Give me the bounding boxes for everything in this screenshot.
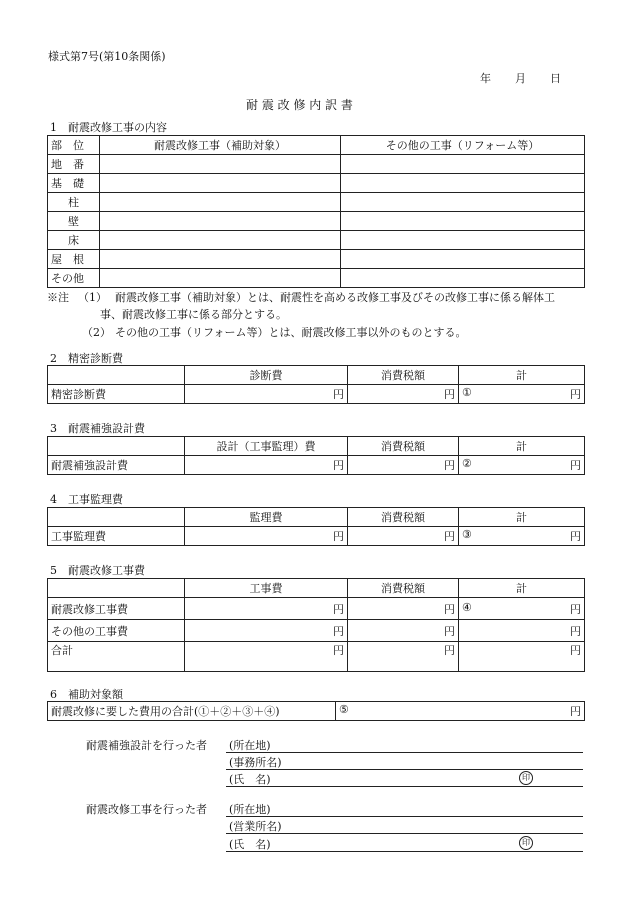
total-cell[interactable]	[459, 620, 585, 642]
diagnosis-fee-table	[47, 365, 585, 404]
yen-unit: 円	[333, 388, 344, 401]
header-tax: 消費税額	[348, 508, 459, 527]
table-header-row	[48, 579, 585, 598]
fee-cell[interactable]	[185, 385, 348, 404]
contractor-office-line[interactable]	[226, 833, 583, 834]
table-row	[48, 193, 585, 212]
table-header-row	[48, 508, 585, 527]
table-row	[48, 250, 585, 269]
table-row	[48, 155, 585, 174]
table-row	[48, 642, 585, 672]
yen-unit: 円	[333, 644, 344, 657]
designer-label: 耐震補強設計を行った者	[86, 739, 207, 752]
section2-heading: 2 精密診断費	[50, 352, 123, 365]
yen-unit: 円	[444, 644, 455, 657]
table-row	[48, 702, 585, 721]
yen-unit: 円	[444, 459, 455, 472]
table-header-row	[48, 136, 585, 155]
note1-line1: 耐震改修工事（補助対象）とは、耐震性を高める改修工事及びその改修工事に係る解体工	[115, 291, 555, 304]
table-row	[48, 269, 585, 288]
seismic-cell[interactable]	[100, 174, 341, 193]
fee-cell[interactable]	[185, 642, 348, 672]
header-blank	[48, 437, 185, 456]
seismic-cell[interactable]	[100, 231, 341, 250]
row-label: 壁	[48, 212, 100, 231]
contractor-office-label: (営業所名)	[229, 820, 282, 833]
total-cell[interactable]	[459, 385, 585, 404]
other-cell[interactable]	[341, 212, 585, 231]
header-seismic-work: 耐震改修工事（補助対象）	[100, 136, 341, 155]
total-cell[interactable]	[459, 456, 585, 475]
header-tax: 消費税額	[348, 579, 459, 598]
subsidy-amount-table	[47, 701, 585, 721]
designer-office-label: (事務所名)	[229, 756, 282, 769]
tax-cell[interactable]	[348, 456, 459, 475]
yen-unit: 円	[570, 644, 581, 657]
supervision-fee-table	[47, 507, 585, 546]
yen-unit: 円	[333, 602, 344, 616]
header-blank	[48, 366, 185, 385]
yen-unit: 円	[570, 459, 581, 472]
date-year: 年	[480, 72, 491, 85]
seal-mark: 印	[519, 836, 533, 850]
note1-number: （1）	[78, 291, 107, 304]
page-title: 耐 震 改 修 内 訳 書	[246, 98, 353, 112]
row-label: その他の工事費	[48, 620, 185, 642]
circled-number: ①	[462, 386, 472, 399]
row-label: 基 礎	[48, 174, 100, 193]
row-label: 耐震補強設計費	[48, 456, 185, 475]
header-fee: 工事費	[185, 579, 348, 598]
yen-unit: 円	[444, 530, 455, 543]
header-total: 計	[459, 366, 585, 385]
table-row	[48, 620, 585, 642]
construction-fee-table	[47, 578, 585, 672]
header-tax: 消費税額	[348, 437, 459, 456]
other-cell[interactable]	[341, 155, 585, 174]
yen-unit: 円	[570, 624, 581, 638]
fee-cell[interactable]	[185, 456, 348, 475]
total-cell[interactable]	[459, 642, 585, 672]
seismic-cell[interactable]	[100, 269, 341, 288]
row-label: 耐震改修工事費	[48, 598, 185, 620]
subsidy-label: 耐震改修に要した費用の合計(①＋②＋③＋④)	[48, 702, 336, 721]
designer-address-line[interactable]	[226, 752, 583, 753]
other-cell[interactable]	[341, 269, 585, 288]
seismic-cell[interactable]	[100, 250, 341, 269]
form-number: 様式第7号(第10条関係)	[48, 50, 166, 63]
yen-unit: 円	[444, 602, 455, 616]
tax-cell[interactable]	[348, 598, 459, 620]
row-label: 合計	[48, 642, 185, 672]
header-total: 計	[459, 437, 585, 456]
contractor-name-label: (氏 名)	[229, 838, 271, 851]
note-prefix: ※注	[47, 291, 69, 304]
yen-unit: 円	[333, 624, 344, 638]
yen-unit: 円	[570, 705, 581, 718]
tax-cell[interactable]	[348, 385, 459, 404]
table-row	[48, 598, 585, 620]
designer-office-line[interactable]	[226, 769, 583, 770]
header-part: 部 位	[48, 136, 100, 155]
table-header-row	[48, 437, 585, 456]
section1-heading: 1 耐震改修工事の内容	[50, 121, 167, 134]
tax-cell[interactable]	[348, 620, 459, 642]
yen-unit: 円	[333, 459, 344, 472]
seismic-cell[interactable]	[100, 193, 341, 212]
table-row	[48, 231, 585, 250]
header-total: 計	[459, 579, 585, 598]
seal-mark: 印	[519, 771, 533, 785]
table-row	[48, 385, 585, 404]
work-content-table	[47, 135, 585, 288]
designer-address-label: (所在地)	[229, 739, 271, 752]
other-cell[interactable]	[341, 174, 585, 193]
circled-number: ③	[462, 528, 472, 541]
designer-name-label: (氏 名)	[229, 773, 271, 786]
section5-heading: 5 耐震改修工事費	[50, 564, 145, 577]
contractor-address-line[interactable]	[226, 816, 583, 817]
row-label: その他	[48, 269, 100, 288]
note1-line2: 事、耐震改修工事に係る部分とする。	[100, 308, 287, 321]
header-fee: 監理費	[185, 508, 348, 527]
row-label: 地 番	[48, 155, 100, 174]
header-total: 計	[459, 508, 585, 527]
header-other-work: その他の工事（リフォーム等）	[341, 136, 585, 155]
row-label: 工事監理費	[48, 527, 185, 546]
table-row	[48, 527, 585, 546]
table-row	[48, 212, 585, 231]
contractor-label: 耐震改修工事を行った者	[86, 803, 207, 816]
yen-unit: 円	[570, 388, 581, 401]
section3-heading: 3 耐震補強設計費	[50, 422, 145, 435]
header-blank	[48, 508, 185, 527]
note2-number: （2）	[82, 326, 111, 339]
header-fee: 診断費	[185, 366, 348, 385]
total-cell[interactable]	[459, 598, 585, 620]
row-label: 柱	[48, 193, 100, 212]
total-cell[interactable]	[459, 527, 585, 546]
seismic-cell[interactable]	[100, 212, 341, 231]
other-cell[interactable]	[341, 250, 585, 269]
table-row	[48, 456, 585, 475]
fee-cell[interactable]	[185, 527, 348, 546]
header-blank	[48, 579, 185, 598]
other-cell[interactable]	[341, 231, 585, 250]
seismic-cell[interactable]	[100, 155, 341, 174]
fee-cell[interactable]	[185, 620, 348, 642]
contractor-address-label: (所在地)	[229, 803, 271, 816]
section6-heading: 6 補助対象額	[50, 688, 123, 701]
yen-unit: 円	[570, 602, 581, 616]
header-fee: 設計（工事監理）費	[185, 437, 348, 456]
tax-cell[interactable]	[348, 642, 459, 672]
tax-cell[interactable]	[348, 527, 459, 546]
date-day: 日	[550, 72, 561, 85]
designer-name-line[interactable]	[226, 786, 583, 787]
fee-cell[interactable]	[185, 598, 348, 620]
section4-heading: 4 工事監理費	[50, 493, 123, 506]
header-tax: 消費税額	[348, 366, 459, 385]
other-cell[interactable]	[341, 193, 585, 212]
table-row	[48, 174, 585, 193]
row-label: 精密診断費	[48, 385, 185, 404]
yen-unit: 円	[570, 530, 581, 543]
date-month: 月	[515, 72, 526, 85]
row-label: 屋 根	[48, 250, 100, 269]
note2-text: その他の工事（リフォーム等）とは、耐震改修工事以外のものとする。	[115, 326, 467, 339]
contractor-name-line[interactable]	[226, 851, 583, 852]
circled-number: ④	[462, 600, 472, 614]
table-header-row	[48, 366, 585, 385]
design-fee-table	[47, 436, 585, 475]
circled-number: ②	[462, 457, 472, 470]
yen-unit: 円	[444, 624, 455, 638]
yen-unit: 円	[444, 388, 455, 401]
circled-number: ⑤	[339, 703, 349, 716]
row-label: 床	[48, 231, 100, 250]
subsidy-total-cell[interactable]	[336, 702, 585, 721]
yen-unit: 円	[333, 530, 344, 543]
